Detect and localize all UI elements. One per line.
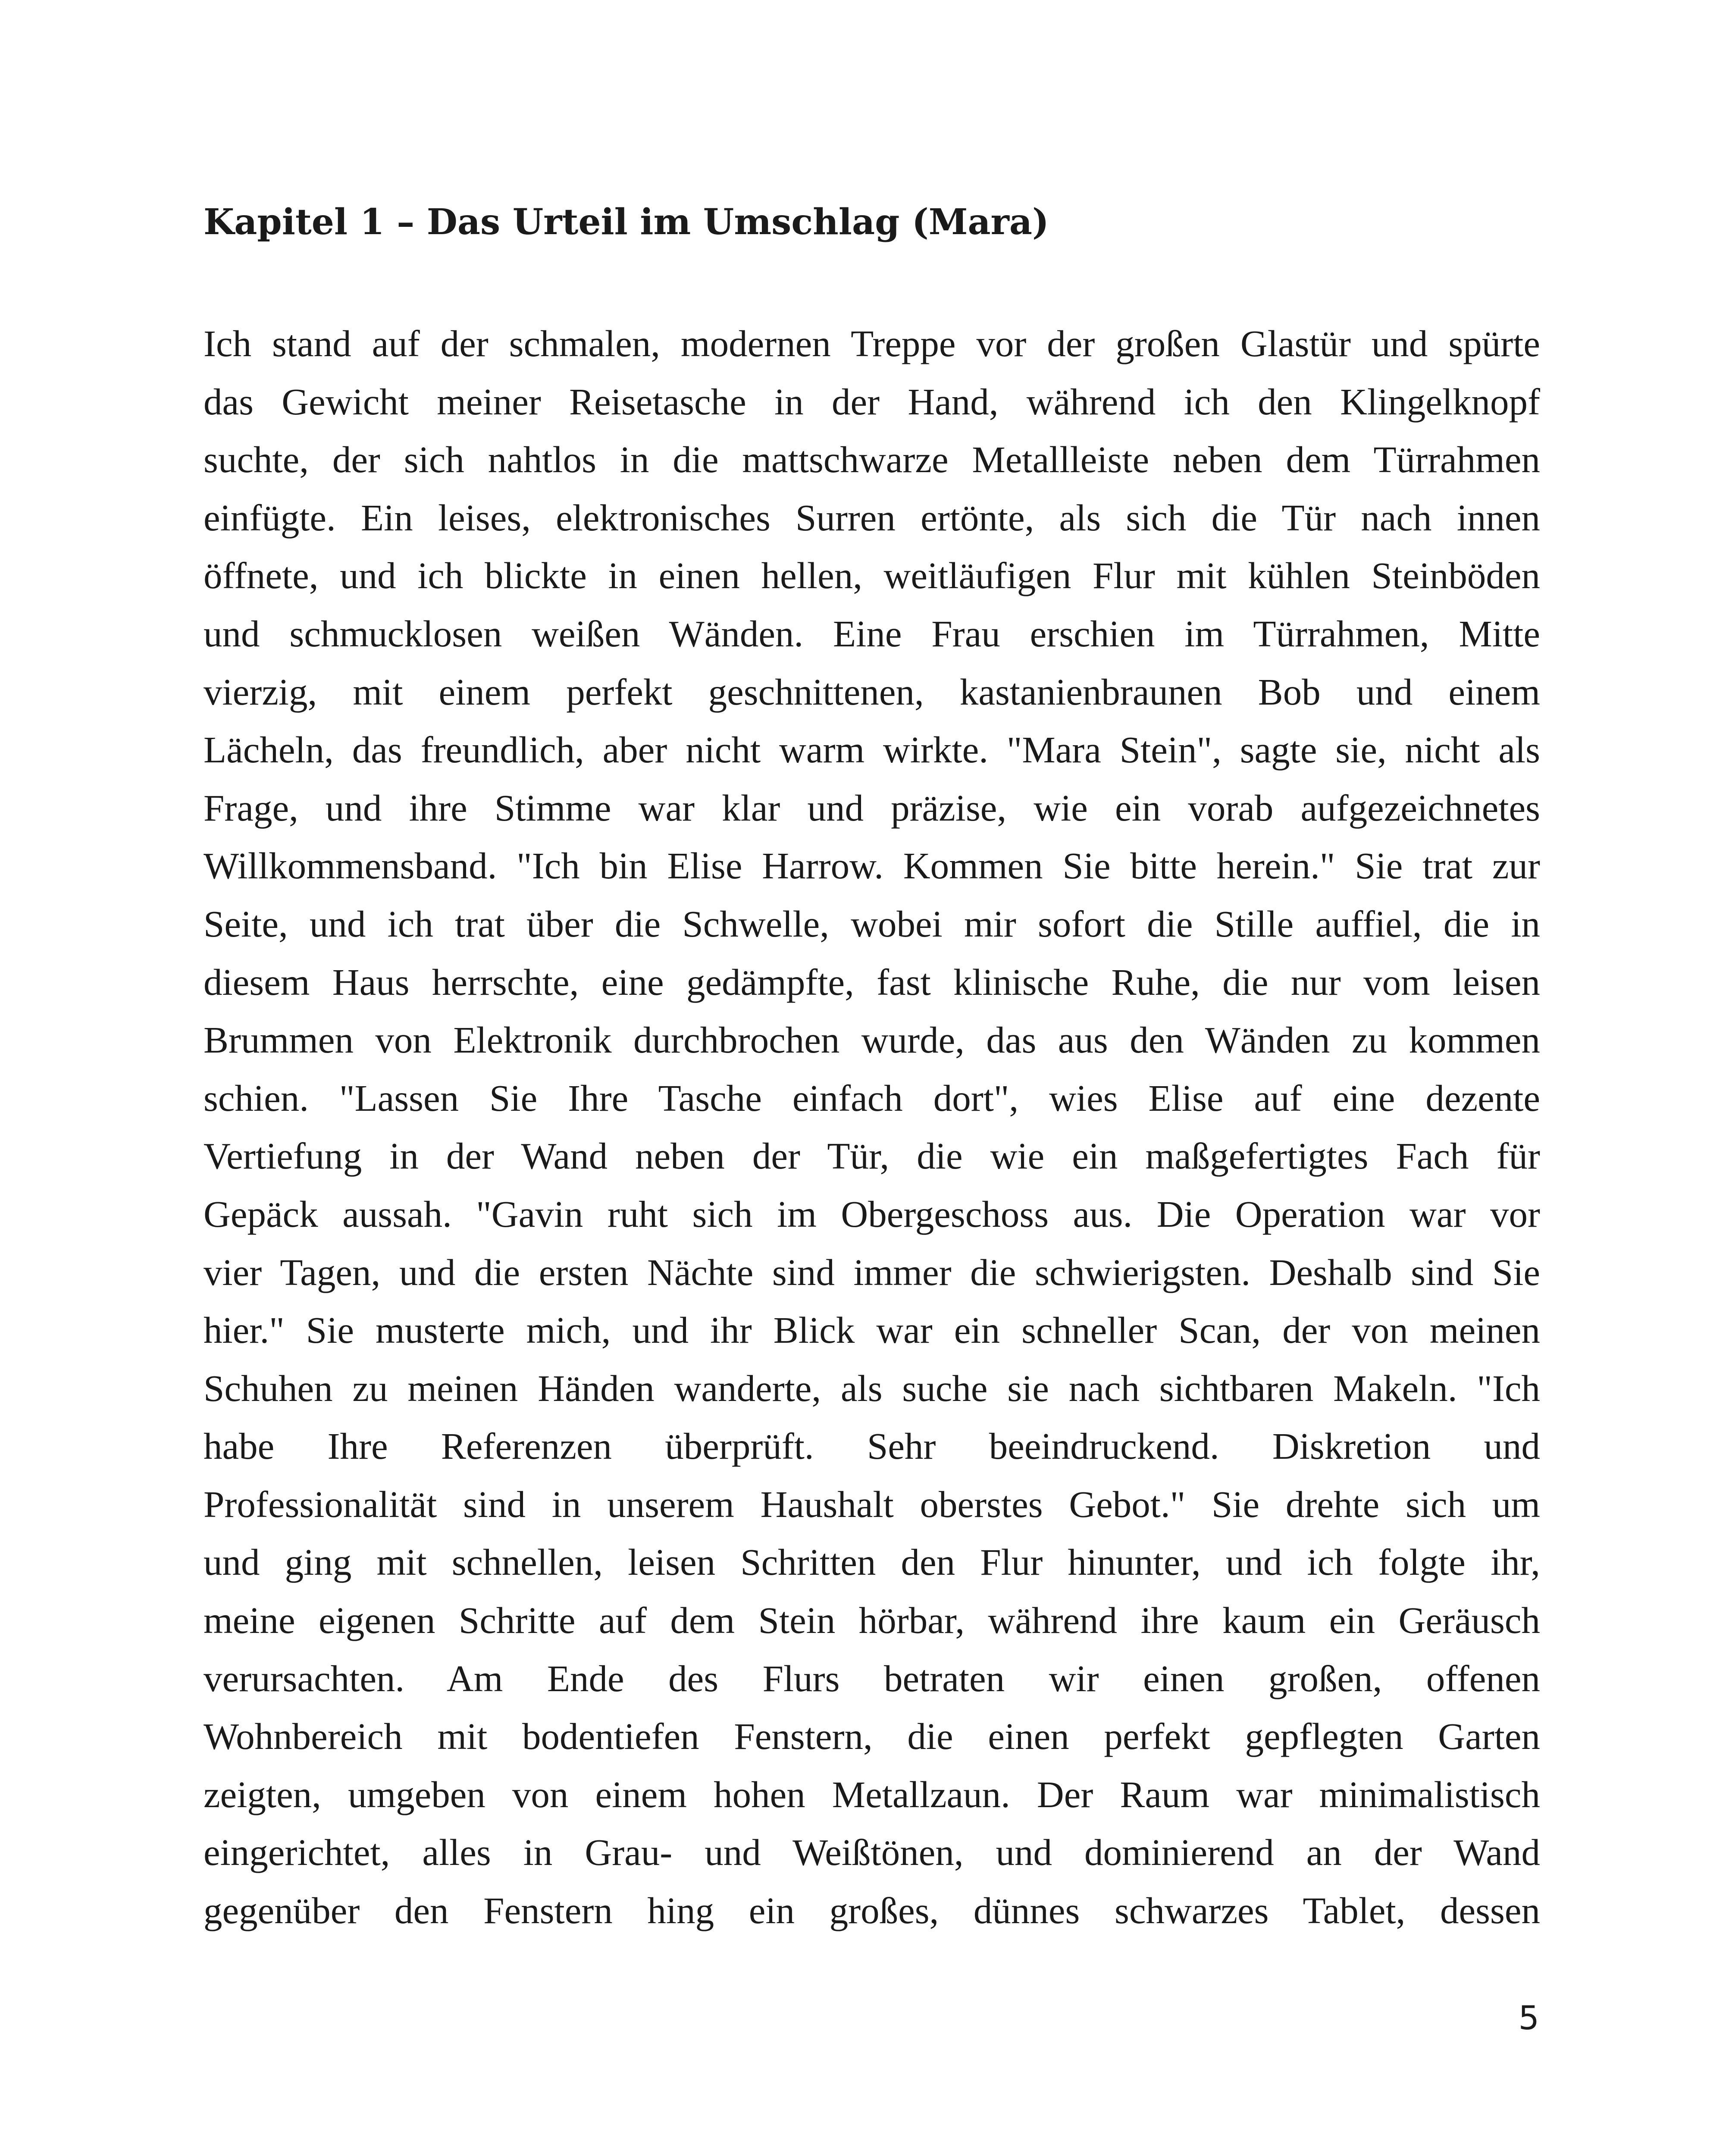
text-line: verursachten. Am Ende des Flurs betraten wir einen großen, offenen [204,1657,1540,1699]
text-line: gegenüber den Fenstern hing ein großes, dünnes schwarzes Tablet, dessen [204,1890,1540,1932]
text-line: Brummen von Elektronik durchbrochen wurde, das aus den Wänden zu kommen [204,1019,1540,1061]
text-line: diesem Haus herrschte, eine gedämpfte, fast klinische Ruhe, die nur vom leisen [204,961,1540,1003]
text-line: und schmucklosen weißen Wänden. Eine Frau erschien im Türrahmen, Mitte [204,612,1540,655]
chapter-title: Kapitel 1 – Das Urteil im Umschlag (Mara) [204,201,1049,243]
text-line: Wohnbereich mit bodentiefen Fenstern, die einen perfekt gepflegten Garten [204,1715,1540,1758]
text-line: vierzig, mit einem perfekt geschnittenen, kastanienbraunen Bob und einem [204,671,1540,713]
text-line: Vertiefung in der Wand neben der Tür, die wie ein maßgefertigtes Fach für [204,1135,1540,1177]
text-line: meine eigenen Schritte auf dem Stein hörbar, während ihre kaum ein Geräusch [204,1599,1540,1642]
text-line: habe Ihre Referenzen überprüft. Sehr beeindruckend. Diskretion und [204,1425,1540,1467]
text-line: einfügte. Ein leises, elektronisches Surren ertönte, als sich die Tür nach innen [204,496,1540,539]
text-line: das Gewicht meiner Reisetasche in der Hand, während ich den Klingelknopf [204,380,1540,423]
text-line: eingerichtet, alles in Grau- und Weißtönen, und dominierend an der Wand [204,1831,1540,1874]
text-line: suchte, der sich nahtlos in die mattschwarze Metallleiste neben dem Türrahmen [204,439,1540,481]
text-line: zeigten, umgeben von einem hohen Metallzaun. Der Raum war minimalistisch [204,1773,1540,1815]
text-line: schien. "Lassen Sie Ihre Tasche einfach dort", wies Elise auf eine dezente [204,1077,1540,1119]
text-line: Schuhen zu meinen Händen wanderte, als suche sie nach sichtbaren Makeln. "Ich [204,1367,1540,1409]
text-line: Lächeln, das freundlich, aber nicht warm wirkte. "Mara Stein", sagte sie, nicht als [204,729,1540,771]
text-line: Frage, und ihre Stimme war klar und präzise, wie ein vorab aufgezeichnetes [204,787,1540,829]
text-line: Willkommensband. "Ich bin Elise Harrow. Kommen Sie bitte herein." Sie trat zur [204,845,1540,887]
text-line: und ging mit schnellen, leisen Schritten den Flur hinunter, und ich folgte ihr, [204,1541,1540,1583]
text-line: Professionalität sind in unserem Haushalt oberstes Gebot." Sie drehte sich um [204,1483,1540,1525]
text-line: Gepäck aussah. "Gavin ruht sich im Obergeschoss aus. Die Operation war vor [204,1193,1540,1235]
text-line: hier." Sie musterte mich, und ihr Blick war ein schneller Scan, der von meinen [204,1309,1540,1351]
text-line: Seite, und ich trat über die Schwelle, wobei mir sofort die Stille auffiel, die in [204,903,1540,945]
text-line: Ich stand auf der schmalen, modernen Treppe vor der großen Glastür und spürte [204,323,1540,364]
text-line: öffnete, und ich blickte in einen hellen, weitläufigen Flur mit kühlen Steinböden [204,555,1540,597]
page-number: 5 [1518,1999,1539,2037]
text-line: vier Tagen, und die ersten Nächte sind immer die schwierigsten. Deshalb sind Sie [204,1251,1540,1293]
body-paragraph [204,315,1540,1940]
